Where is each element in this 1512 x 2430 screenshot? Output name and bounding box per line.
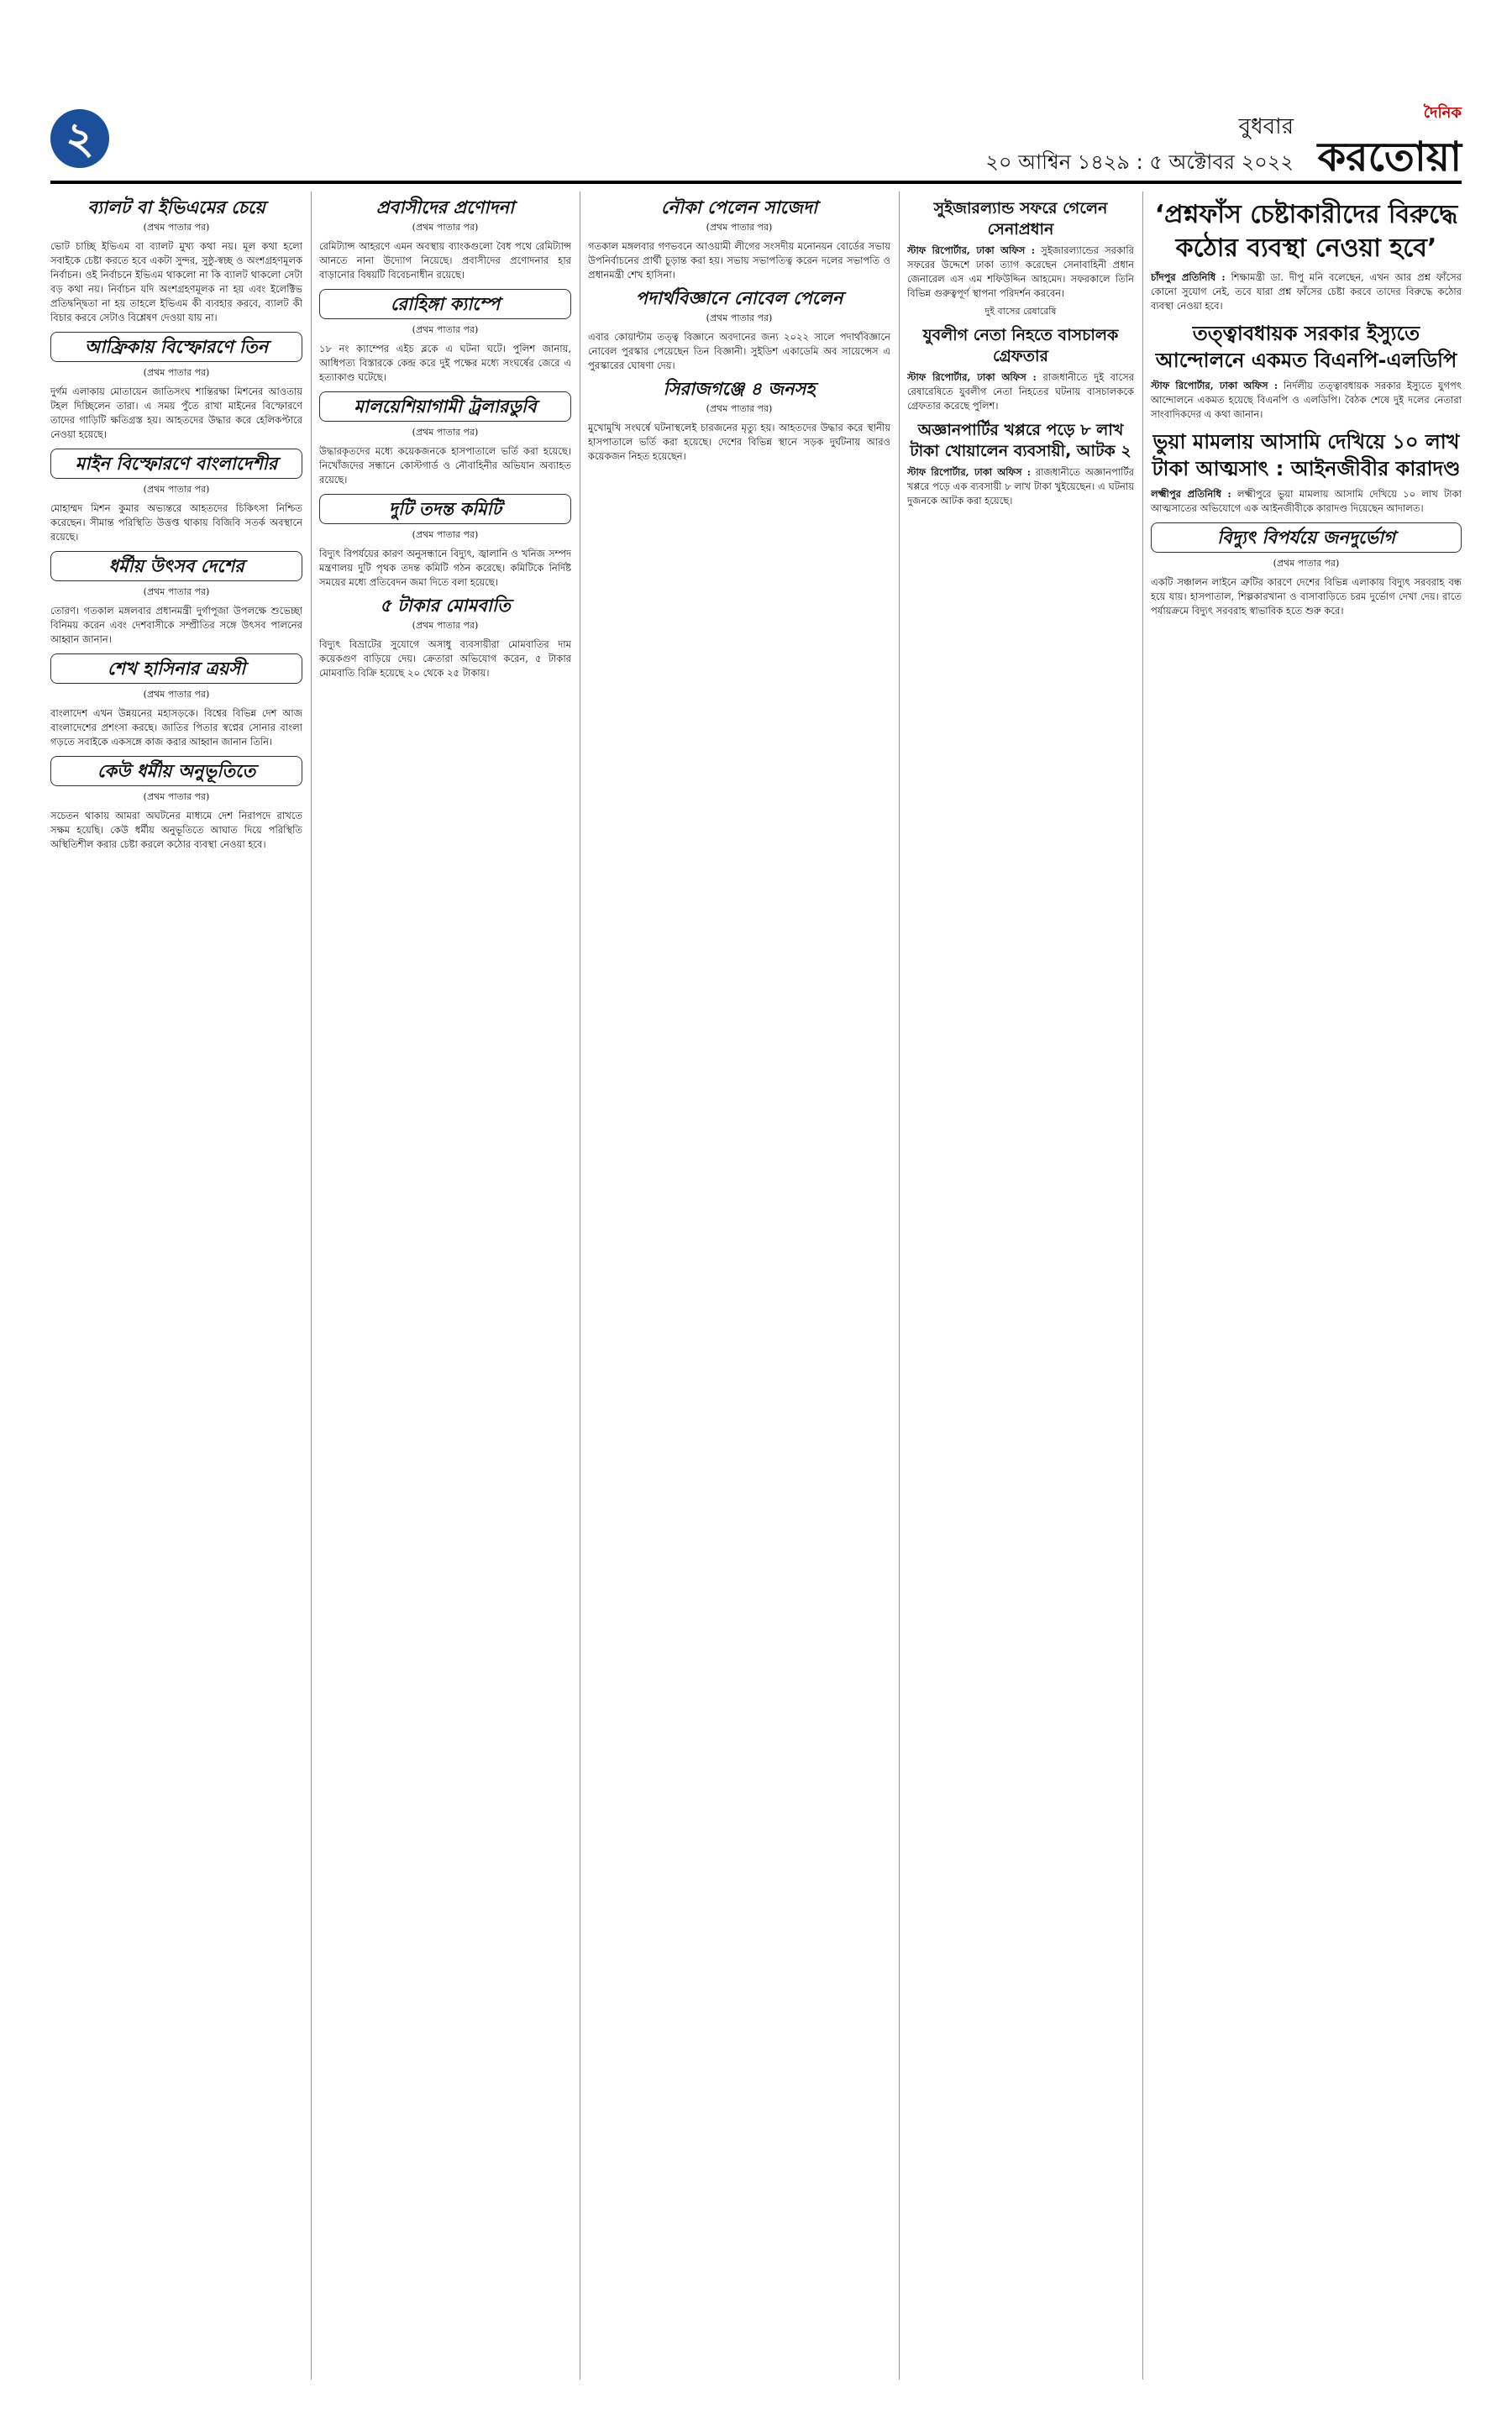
- continued-label: (প্রথম পাতার পর): [706, 312, 773, 323]
- article-body: [907, 370, 1134, 413]
- masthead-name: করতোয়া: [1317, 134, 1462, 181]
- byline: চাঁদপুর প্রতিনিধি :: [1151, 271, 1226, 283]
- article-body: একটি সঞ্চালন লাইনে ত্রুটির কারণে দেশের বিভিন্ন এলাকায় বিদ্যুৎ সরবরাহ বন্ধ হয়ে যায়। হাসপাতাল, শিল্পকারখানা ও বাসাবাড়িতে চরম দুর্ভোগ দেখা দেয়। রাতে পর্যায়ক্রমে বিদ্যুৎ সরবরাহ স্বাভাবিক হতে শুরু করে।: [1151, 576, 1462, 617]
- byline: স্টাফ রিপোর্টার, ঢাকা অফিস :: [907, 244, 1035, 256]
- article-body: মুখোমুখি সংঘর্ষে ঘটনাস্থলেই চারজনের মৃত্যু হয়। আহতদের উদ্ধার করে স্থানীয় হাসপাতালে ভর্তি করা হয়েছে। দেশের বিভিন্ন স্থানে সড়ক দুর্ঘটনায় আরও কয়েকজন নিহত হয়েছেন।: [588, 422, 890, 462]
- headline: নৌকা পেলেন সাজেদা: [660, 197, 818, 218]
- column-divider: [311, 192, 312, 2380]
- article-body: মোহাম্মদ মিশন কুমার অভ্যন্তরে আহতদের চিকিৎসা নিশ্চিত করেছেন। সীমান্ত পরিস্থিতি উত্তপ্ত থাকায় বিজিবি সতর্ক অবস্থানে রয়েছে।: [50, 502, 302, 543]
- byline: স্টাফ রিপোর্টার, ঢাকা অফিস :: [907, 371, 1037, 383]
- column-divider: [899, 192, 900, 2380]
- article-body: দুর্গম এলাকায় মোতায়েন জাতিসংঘ শান্তিরক্ষা মিশনের আওতায় টহল দিচ্ছিলেন তারা। এ সময় পুঁতে রাখা মাইনের বিস্ফোরণে তাদের গাড়িটি ক্ষতিগ্রস্ত হয়। আহতদের উদ্ধার করে হেলিকপ্টারে নেওয়া হয়েছে।: [50, 386, 302, 440]
- article-text: রাজধানীতে অজ্ঞানপার্টির খপ্পরে পড়ে এক ব্যবসায়ী ৮ লাখ টাকা খুইয়েছেন। এ ঘটনায় দুজনকে আটক করা হয়েছে।: [907, 466, 1134, 506]
- continued-label: (প্রথম পাতার পর): [706, 403, 773, 414]
- article-body: [1151, 379, 1462, 422]
- headline: ভুয়া মামলায় আসামি দেখিয়ে ১০ লাখ টাকা আত্মসাৎ : আইনজীবীর কারাদণ্ড: [1152, 430, 1461, 480]
- headline: ব্যালট বা ইভিএমের চেয়ে: [87, 197, 265, 218]
- masthead-date: ২০ আশ্বিন ১৪২৯ : ৫ অক্টোবর ২০২২: [985, 150, 1294, 174]
- headline: মালয়েশিয়াগামী ট্রলারডুবি: [319, 391, 571, 422]
- headline: দুটি তদন্ত কমিটি: [319, 494, 571, 524]
- column-1: [50, 192, 302, 2380]
- top-rule: [50, 181, 1462, 184]
- headline: শেখ হাসিনার ত্রয়সী: [50, 653, 302, 684]
- article-text: সুইজারল্যান্ডের সরকারি সফরের উদ্দেশে ঢাকা ত্যাগ করেছেন সেনাবাহিনী প্রধান জেনারেল এস এম শফিউদ্দিন আহমেদ। সফরকালে তিনি বিভিন্ন গুরুত্বপূর্ণ স্থাপনা পরিদর্শন করবেন।: [907, 244, 1134, 299]
- continued-label: (প্রথম পাতার পর): [143, 367, 210, 378]
- article-body: [907, 465, 1134, 508]
- byline: লক্ষ্মীপুর প্রতিনিধি :: [1151, 488, 1231, 500]
- article-body: সচেতন থাকায় আমরা অঘটনের মাধ্যমে দেশ নিরাপদে রাখতে সক্ষম হয়েছি। কেউ ধর্মীয় অনুভূতিতে আঘাত দিয়ে পরিস্থিতি অস্থিতিশীল করার চেষ্টা করলে কঠোর ব্যবস্থা নেওয়া হবে।: [50, 810, 302, 850]
- headline: প্রবাসীদের প্রণোদনা: [375, 197, 515, 218]
- article-body: রেমিট্যান্স আহরণে এমন অবস্থায় ব্যাংকগুলো বৈধ পথে রেমিট্যান্স আনতে নানা উদ্যোগ নিয়েছে। প্রবাসীদের প্রণোদনার হার বাড়ানোর বিষয়টি বিবেচনাধীন রয়েছে।: [319, 240, 571, 281]
- headline: ৫ টাকার মোমবাতি: [380, 596, 511, 616]
- headline: সিরাজগঞ্জে ৪ জনসহ: [663, 379, 816, 399]
- continued-label: (প্রথম পাতার পর): [412, 427, 479, 438]
- column-divider: [1142, 192, 1143, 2380]
- article-body: গতকাল মঙ্গলবার গণভবনে আওয়ামী লীগের সংসদীয় মনোনয়ন বোর্ডের সভায় উপনির্বাচনের প্রার্থী চূড়ান্ত করা হয়। সভায় সভাপতিত্ব করেন দলের সভাপতি ও প্রধানমন্ত্রী শেখ হাসিনা।: [588, 240, 890, 281]
- continued-label: (প্রথম পাতার পর): [1273, 558, 1340, 569]
- page-number-badge: ২: [50, 109, 109, 168]
- continued-label: (প্রথম পাতার পর): [412, 620, 479, 631]
- article-body: [1151, 487, 1462, 516]
- byline: স্টাফ রিপোর্টার, ঢাকা অফিস :: [1151, 380, 1278, 391]
- headline: মাইন বিস্ফোরণে বাংলাদেশীর: [50, 449, 302, 479]
- article-body: ১৮ নং ক্যাম্পের এইচ ব্লকে এ ঘটনা ঘটে। পুলিশ জানায়, আধিপত্য বিস্তারকে কেন্দ্র করে দুই পক্ষের মধ্যে সংঘর্ষের জেরে এ হত্যাকাণ্ড ঘটেছে।: [319, 343, 571, 383]
- headline: কেউ ধর্মীয় অনুভূতিতে: [50, 756, 302, 786]
- headline: সুইজারল্যান্ড সফরে গেলেন সেনাপ্রধান: [933, 199, 1108, 239]
- headline: আফ্রিকায় বিস্ফোরণে তিন: [50, 332, 302, 362]
- column-2: [319, 192, 571, 2380]
- continued-label: (প্রথম পাতার পর): [412, 529, 479, 540]
- headline: অজ্ঞানপার্টির খপ্পরে পড়ে ৮ লাখ টাকা খোয়ালেন ব্যবসায়ী, আটক ২: [910, 421, 1131, 460]
- continued-label: (প্রথম পাতার পর): [143, 689, 210, 700]
- article-text: শিক্ষামন্ত্রী ডা. দীপু মনি বলেছেন, এখন আর প্রশ্ন ফাঁসের কোনো সুযোগ নেই, তবে যারা প্রশ্ন ফাঁসের চেষ্টা করবে তাদের বিরুদ্ধে কঠোর ব্যবস্থা নেওয়া হবে।: [1151, 271, 1462, 312]
- article-body: উদ্ধারকৃতদের মধ্যে কয়েকজনকে হাসপাতালে ভর্তি করা হয়েছে। নিখোঁজদের সন্ধানে কোস্টগার্ড ও নৌবাহিনীর অভিযান অব্যাহত রয়েছে।: [319, 445, 571, 485]
- article-body: বিদ্যুৎ বিপর্যয়ের কারণ অনুসন্ধানে বিদ্যুৎ, জ্বালানি ও খনিজ সম্পদ মন্ত্রণালয় দুটি পৃথক তদন্ত কমিটি গঠন করেছে। কমিটিকে নির্দিষ্ট সময়ের মধ্যে প্রতিবেদন জমা দিতে বলা হয়েছে।: [319, 548, 571, 588]
- article-body: তোরণ। গতকাল মঙ্গলবার প্রধানমন্ত্রী দুর্গাপূজা উপলক্ষে শুভেচ্ছা বিনিময় করেন এবং দেশবাসীকে সম্প্রীতির সঙ্গে উৎসব পালনের আহ্বান জানান।: [50, 605, 302, 645]
- masthead-day: বুধবার: [1238, 114, 1294, 139]
- article-text: নির্দলীয় তত্ত্বাবধায়ক সরকার ইস্যুতে যুগপৎ আন্দোলনে একমত হয়েছে বিএনপি ও এলডিপি। বৈঠক শেষে দুই দলের নেতারা সাংবাদিকদের এ কথা জানান।: [1151, 380, 1462, 420]
- article-body: বিদ্যুৎ বিভ্রাটের সুযোগে অসাধু ব্যবসায়ীরা মোমবাতির দাম কয়েকগুণ বাড়িয়ে দেয়। ক্রেতারা অভিযোগ করেন, ৫ টাকার মোমবাতি বিক্রি হয়েছে ২০ থেকে ২৫ টাকায়।: [319, 638, 571, 679]
- column-5: [1151, 192, 1462, 2380]
- continued-label: (প্রথম পাতার পর): [706, 222, 773, 233]
- article-body: বাংলাদেশ এখন উন্নয়নের মহাসড়কে। বিশ্বের বিভিন্ন দেশ আজ বাংলাদেশের প্রশংসা করছে। জাতির পিতার স্বপ্নের সোনার বাংলা গড়তে সবাইকে একসঙ্গে কাজ করার আহ্বান জানান তিনি।: [50, 707, 302, 748]
- continued-label: (প্রথম পাতার পর): [143, 222, 210, 233]
- byline: স্টাফ রিপোর্টার, ঢাকা অফিস :: [907, 466, 1031, 478]
- continued-label: (প্রথম পাতার পর): [412, 222, 479, 233]
- headline: তত্ত্বাবধায়ক সরকার ইস্যুতে আন্দোলনে একমত বিএনপি-এলডিপি: [1155, 322, 1457, 372]
- column-3: [588, 192, 890, 2380]
- continued-label: (প্রথম পাতার পর): [143, 791, 210, 802]
- masthead-small: দৈনিক: [1423, 104, 1462, 122]
- headline: পদার্থবিজ্ঞানে নোবেল পেলেন: [635, 288, 843, 308]
- column-4: [907, 192, 1134, 2380]
- article-body: [907, 244, 1134, 301]
- continued-label: (প্রথম পাতার পর): [143, 484, 210, 495]
- article-body: [1151, 270, 1462, 313]
- article-text: রাজধানীতে দুই বাসের রেষারেষিতে যুবলীগ নেতা নিহতের ঘটনায় বাসচালককে গ্রেফতার করেছে পুলিশ।: [907, 371, 1134, 412]
- headline: বিদ্যুৎ বিপর্যয়ে জনদুর্ভোগ: [1151, 522, 1462, 553]
- headline: যুবলীগ নেতা নিহতে বাসচালক গ্রেফতার: [922, 326, 1119, 365]
- headline: ধর্মীয় উৎসব দেশের: [50, 551, 302, 581]
- article-body: এবার কোয়ান্টাম তত্ত্ব বিজ্ঞানে অবদানের জন্য ২০২২ সালে পদার্থবিজ্ঞানে নোবেল পুরস্কার পেয়েছেন তিন বিজ্ঞানী। সুইডিশ একাডেমি অব সায়েন্সেস এ পুরস্কারের ঘোষণা দেয়।: [588, 331, 890, 371]
- masthead: [1318, 101, 1462, 193]
- continued-label: (প্রথম পাতার পর): [412, 324, 479, 335]
- article-text: লক্ষ্মীপুরে ভুয়া মামলায় আসামি দেখিয়ে ১০ লাখ টাকা আত্মসাতের অভিযোগে এক আইনজীবীকে কারাদণ্ড দিয়েছেন আদালত।: [1151, 488, 1462, 514]
- article-body: ভোট চাচ্ছি ইভিএম বা ব্যালট মুখ্য কথা নয়। মূল কথা হলো সবাইকে চেষ্টা করতে হবে একটা সুন্দর, সুষ্ঠু-স্বচ্ছ ও অংশগ্রহণমূলক নির্বাচন। ওই নির্বাচনে ইভিএম থাকলো না কি ব্যালট থাকলো সেটা বড় কথা নয়। নির্বাচন যদি অংশগ্রহণমূলক না হয় এবং ইলেক্টিভ প্রতিদ্বন্দ্বিতা না হয় তাহলে ইভিএম কী ব্যবহার করবে, ব্যালট কী বিচার করবে সেটাও বিশ্লেষণ দেওয়া যায় না।: [50, 240, 302, 323]
- continued-label: (প্রথম পাতার পর): [143, 586, 210, 597]
- headline: রোহিঙ্গা ক্যাম্পে: [319, 289, 571, 319]
- kicker: দুই বাসের রেষারেষি: [984, 306, 1057, 317]
- lead-headline: ‘প্রশ্নফাঁস চেষ্টাকারীদের বিরুদ্ধে কঠোর ব্যবস্থা নেওয়া হবে’: [1154, 200, 1458, 263]
